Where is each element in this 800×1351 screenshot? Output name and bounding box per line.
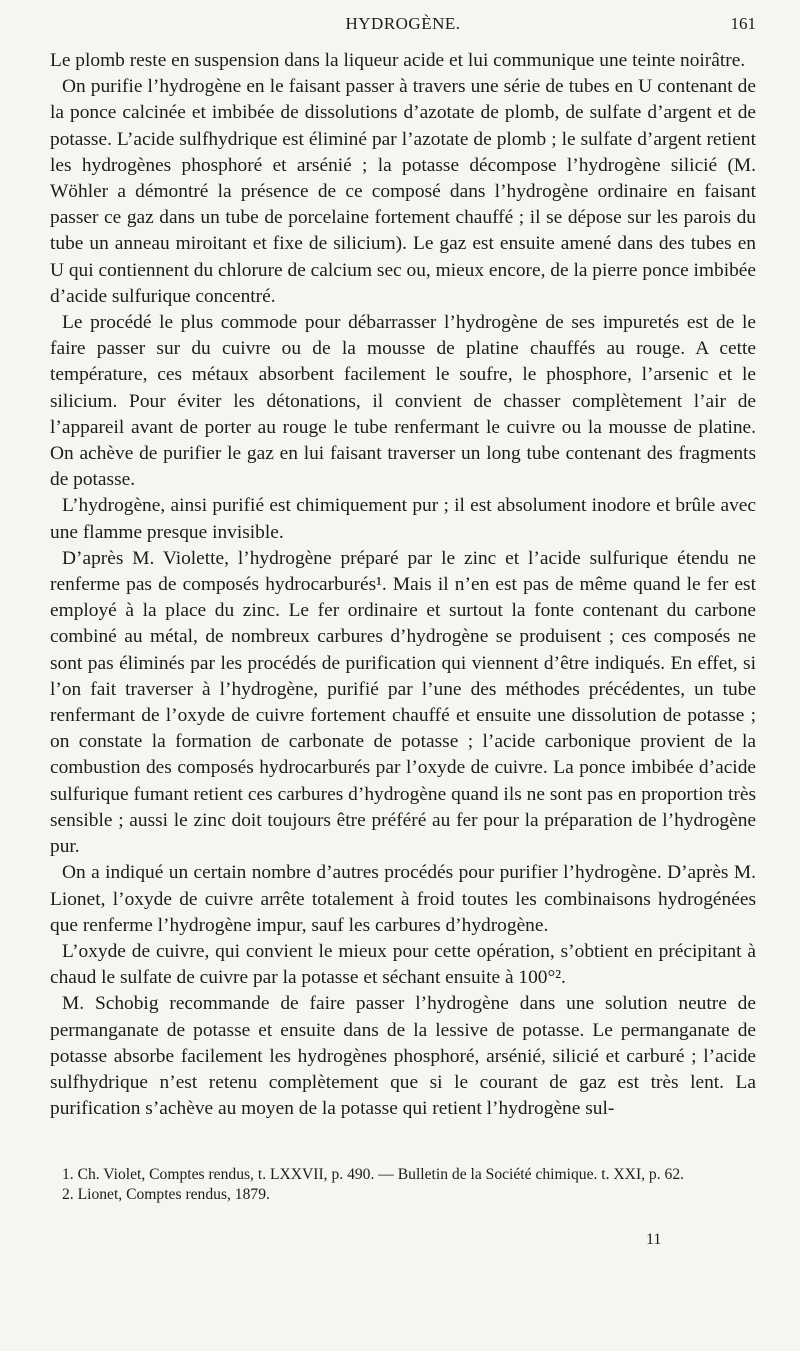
- footnotes: [50, 1165, 756, 1204]
- paragraph: On a indiqué un certain nombre d’autres procédés pour purifier l’hydrogène. D’après M. Lionet, l’oxyde de cuivre arrête totalement à froid toutes les combinaisons hydrogénées que renferme l’hydrogène impur, sauf les carbures d’hydrogène.: [50, 862, 756, 936]
- page-number: 161: [730, 14, 756, 33]
- paragraph: On purifie l’hydrogène en le faisant passer à travers une série de tubes en U contenant de la ponce calcinée et imbibée de dissolutions d’azotate de plomb, de sulfate d’argent et de potasse. L’acide sulfhydrique est éliminé par l’azotate de plomb ; le sulfate d’argent retient les hydrogènes phosphoré et arsénié ; la potasse décompose l’hydrogène silicié (M. Wöhler a démontré la présence de ce composé dans l’hydrogène ordinaire en faisant passer ce gaz dans un tube de porcelaine fortement chauffé ; il se dépose sur les parois du tube un anneau miroitant et fixe de silicium). Le gaz est ensuite amené dans des tubes en U qui contiennent du chlorure de calcium sec ou, mieux encore, de la pierre ponce imbibée d’acide sulfurique concentré.: [50, 76, 756, 307]
- paragraph: Le procédé le plus commode pour débarrasser l’hydrogène de ses impuretés est de le faire passer sur du cuivre ou de la mousse de platine chauffés au rouge. A cette température, ces métaux absorbent facilement le soufre, le phosphore, l’arsenic et le silicium. Pour éviter les détonations, il convient de chasser complètement l’air de l’appareil avant de porter au rouge le tube renfermant le cuivre ou la mousse de platine. On achève de purifier le gaz en lui faisant traverser un long tube contenant des fragments de potasse.: [50, 312, 756, 491]
- page-header: [50, 14, 756, 38]
- paragraph: M. Schobig recommande de faire passer l’hydrogène dans une solution neutre de permanganate de potasse et ensuite dans de la lessive de potasse. Le permanganate de potasse absorbe facilement les hydrogènes phosphoré, arsénié, silicié et carburé ; l’acide sulfhydrique n’est retenu complètement que si le courant de gaz est très lent. La purification s’achève au moyen de la potasse qui retient l’hydrogène sul-: [50, 993, 756, 1120]
- footnote: 1. Ch. Violet, Comptes rendus, t. LXXVII, p. 490. — Bulletin de la Société chimique. t. XXI, p. 62.: [62, 1166, 685, 1183]
- paragraph: Le plomb reste en suspension dans la liqueur acide et lui communique une teinte noirâtre.: [50, 50, 746, 71]
- body-text: [50, 48, 756, 1122]
- paragraph: L’hydrogène, ainsi purifié est chimiquement pur ; il est absolument inodore et brûle avec une flamme presque invisible.: [50, 495, 756, 543]
- running-title: HYDROGÈNE.: [345, 14, 461, 33]
- paragraph: D’après M. Violette, l’hydrogène préparé par le zinc et l’acide sulfurique étendu ne renferme pas de composés hydrocarburés¹. Mais il n’en est pas de même quand le fer est employé à la place du zinc. Le fer ordinaire et surtout la fonte contenant du carbone combiné au métal, de nombreux carbures d’hydrogène se produisent ; ces composés ne sont pas éliminés par les procédés de purification qui viennent d’être indiqués. En effet, si l’on fait traverser à l’hydrogène, purifié par l’une des méthodes précédentes, un tube renfermant de l’oxyde de cuivre fortement chauffé et ensuite une dissolution de potasse ; on constate la formation de carbonate de potasse ; l’acide carbonique provient de la combustion des composés hydrocarburés par l’oxyde de cuivre. La ponce imbibée d’acide sulfurique fumant retient ces carbures d’hydrogène quand ils ne sont pas en proportion très sensible ; aussi le zinc doit toujours être préféré au fer pour la préparation de l’hydrogène pur.: [50, 547, 756, 858]
- signature-mark: 11: [646, 1231, 662, 1248]
- paragraph: L’oxyde de cuivre, qui convient le mieux pour cette opération, s’obtient en précipitant à chaud le sulfate de cuivre par la potasse et séchant ensuite à 100°².: [50, 940, 756, 989]
- footnote: 2. Lionet, Comptes rendus, 1879.: [62, 1185, 270, 1203]
